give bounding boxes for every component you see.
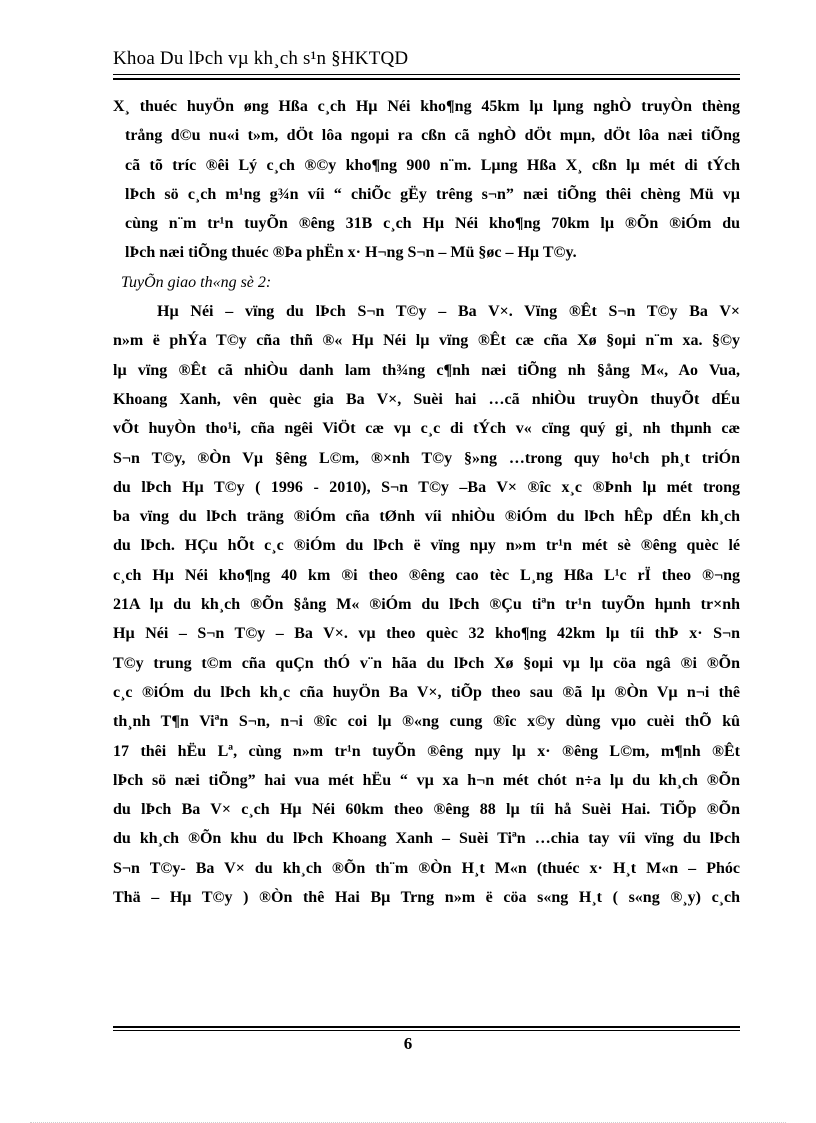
text-line: cùng n¨m tr¹n tuyÕn ®êng 31B c¸ch Hµ Néi kho¶ng 70km lµ ®Õn ®iÓm du [125, 215, 740, 233]
text-line: lÞch sö næi tiÕng” hai vua mét hËu “ vµ xa h¬n mét chót n÷a lµ du kh¸ch ®Õn [113, 771, 740, 789]
text-line: Hµ Néi – vïng du lÞch S¬n T©y – Ba V×. Vïng ®Êt S¬n T©y Ba V× [157, 303, 740, 321]
text-line: du lÞch Hµ T©y ( 1996 - 2010), S¬n T©y –Ba V× ®îc x¸c ®Þnh lµ mét trong [113, 478, 740, 496]
text-line: Hµ Néi – S¬n T©y – Ba V×. vµ theo quèc 32 kho¶ng 42km lµ tíi thÞ x· S¬n [113, 625, 740, 643]
header-rule-bottom [113, 78, 740, 80]
text-line: c¸c ®iÓm du lÞch kh¸c cña huyÖn Ba V×, tiÕp theo sau ®ã lµ ®Òn Vµ n¬i thê [113, 683, 740, 701]
text-line: n»m ë phÝa T©y cña thñ ®« Hµ Néi lµ vïng ®Êt cæ cña Xø §oµi n¨m xa. §©y [113, 332, 740, 350]
text-line: Khoang Xanh, vên quèc gia Ba V×, Suèi hai …cã nhiÒu truyÒn thuyÕt dÉu [113, 390, 740, 408]
page-number: 6 [403, 1034, 413, 1053]
text-line: c¸ch Hµ Néi kho¶ng 40 km ®i theo ®êng cao tèc L¸ng Hßa L¹c rÏ theo ®¬ng [113, 566, 740, 584]
text-line: du lÞch. HÇu hÕt c¸c ®iÓm du lÞch ë vïng nµy n»m tr¹n mét sè ®êng quèc lé [113, 537, 740, 555]
text-line: lÞch næi tiÕng thuéc ®Þa phËn x· H¬ng S¬n – Mü §øc – Hµ T©y. [125, 244, 577, 262]
text-line: lµ vïng ®Êt cã nhiÒu danh lam th¾ng c¶nh næi tiÕng nh §ång M«, Ao Vua, [113, 361, 740, 379]
text-line: cã tõ tríc ®êi Lý c¸ch ®©y kho¶ng 900 n¨m. Lµng Hßa X¸ cßn lµ mét di tÝch [125, 156, 740, 174]
body-text [113, 92, 740, 912]
text-line: du kh¸ch ®Õn khu du lÞch Khoang Xanh – Suèi Tiªn …chia tay víi vïng du lÞch [113, 830, 740, 848]
text-line: T©y trung t©m cña quÇn thÓ v¨n hãa du lÞch Xø §oµi vµ lµ cöa ngâ ®i ®Õn [113, 654, 740, 672]
text-line: trång d©u nu«i t»m, dÖt lôa ngoµi ra cßn cã nghÒ dÖt mµn, dÖt lôa næi tiÕng [125, 127, 740, 145]
header-title: Khoa Du lÞch vµ kh¸ch s¹n §HKTQD [113, 48, 409, 69]
header-rule-top [113, 74, 740, 75]
text-line: 21A lµ du kh¸ch ®Õn §ång M« ®iÓm du lÞch ®Çu tiªn tr¹n tuyÕn hµnh tr×nh [113, 596, 740, 614]
text-line: X¸ thuéc huyÖn øng Hßa c¸ch Hµ Néi kho¶ng 45km lµ lµng nghÒ truyÒn thèng [113, 98, 740, 115]
text-line: th¸nh T¶n Viªn S¬n, n¬i ®îc coi lµ ®«ng cung ®îc x©y dùng vµo cuèi thÕ kû [113, 713, 740, 731]
footer-rule-bottom [113, 1030, 740, 1031]
text-line: du lÞch Ba V× c¸ch Hµ Néi 60km theo ®êng 88 lµ tíi hå Suèi Hai. TiÕp ®Õn [113, 801, 740, 819]
text-line: ba vïng du lÞch träng ®iÓm cña tØnh víi nhiÒu ®iÓm du lÞch hÊp dÉn kh¸ch [113, 508, 740, 526]
text-line: S¬n T©y- Ba V× du kh¸ch ®Õn th¨m ®Òn H¸t M«n (thuéc x· H¸t M«n – Phóc [113, 859, 740, 877]
section-subheading: TuyÕn giao th«ng sè 2: [121, 273, 272, 291]
text-line: vÕt huyÒn tho¹i, cña ngêi ViÖt cæ vµ c¸c di tÝch v« cïng quý gi¸ nh thµnh cæ [113, 420, 740, 438]
text-line: lÞch sö c¸ch m¹ng g¾n víi “ chiÕc gËy trêng s¬n” næi tiÕng thêi chèng Mü vµ [125, 185, 740, 203]
text-line: Thä – Hµ T©y ) ®Òn thê Hai Bµ Trng n»m ë cöa s«ng H¸t ( s«ng ®¸y) c¸ch [113, 889, 740, 907]
footer-rule-top [113, 1026, 740, 1028]
text-line: S¬n T©y, ®Òn Vµ §êng L©m, ®×nh T©y §»ng …trong quy ho¹ch ph¸t triÓn [113, 449, 740, 467]
text-line: 17 thêi hËu Lª, cùng n»m tr¹n tuyÕn ®êng nµy lµ x· ®êng L©m, m¶nh ®Êt [113, 742, 740, 760]
